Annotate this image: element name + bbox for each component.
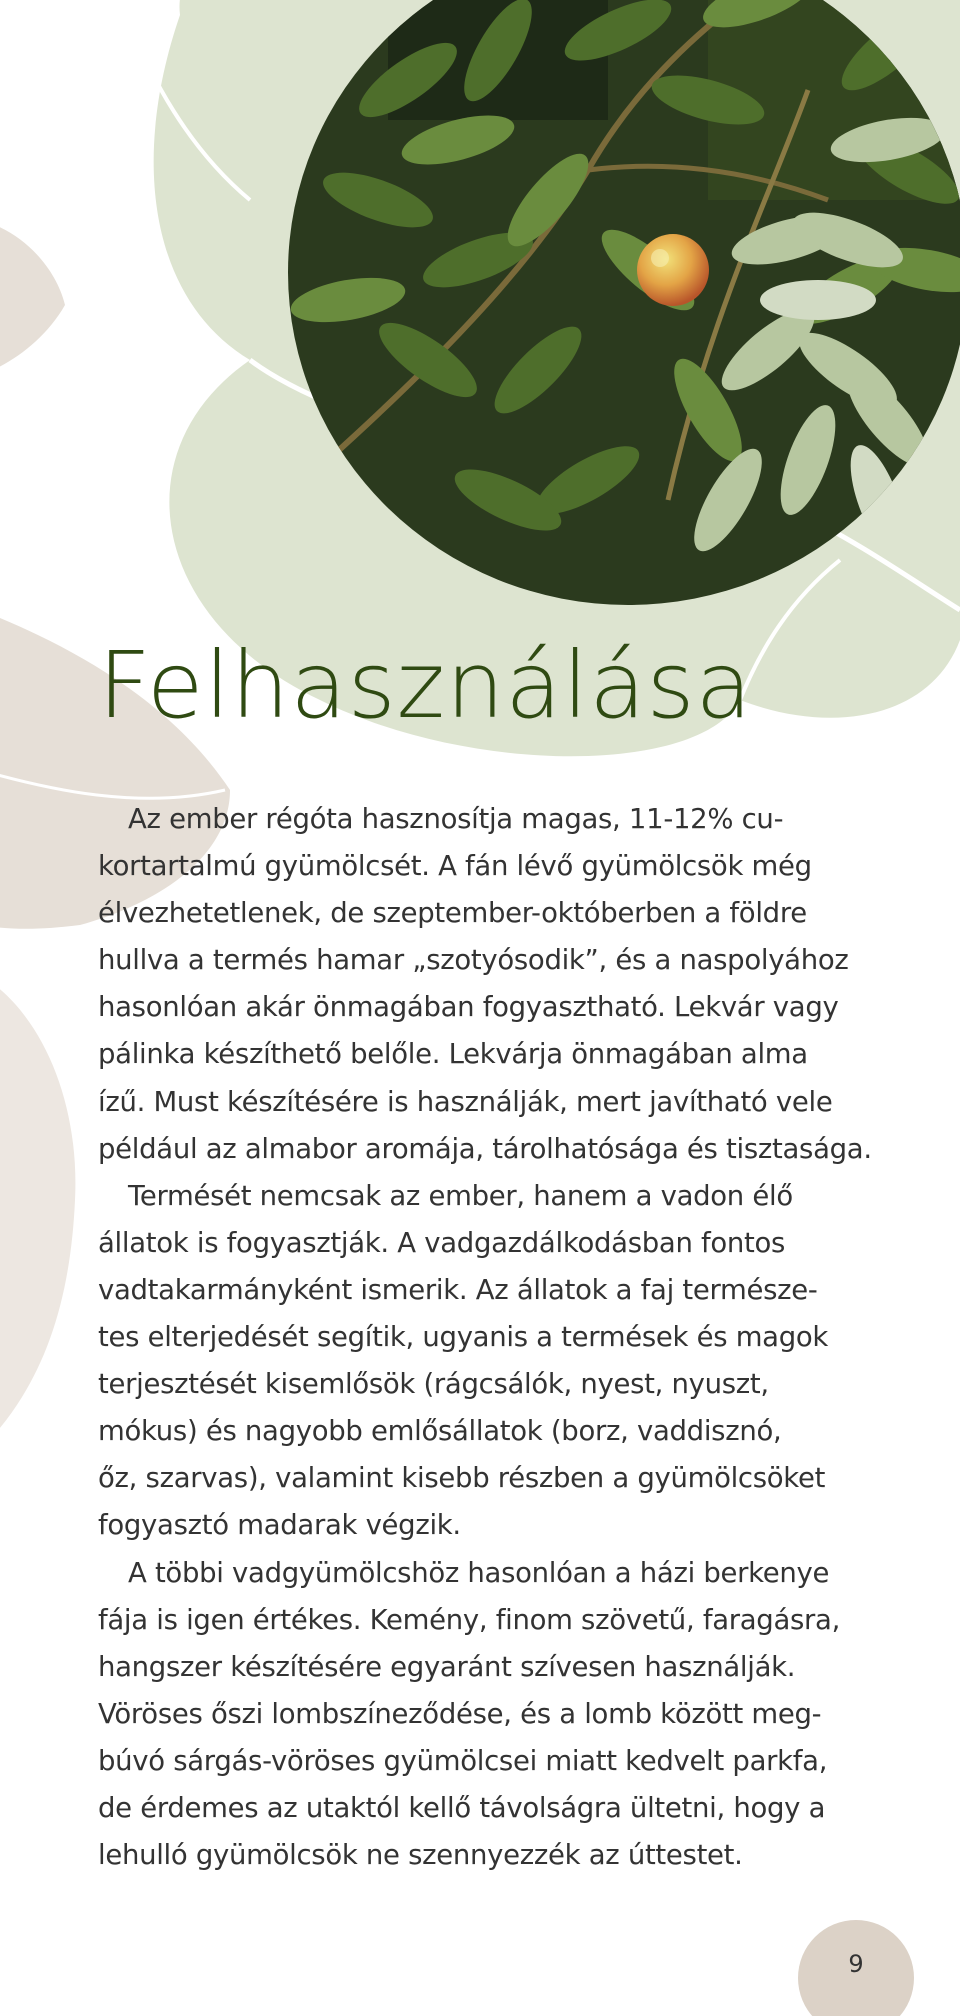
body-text [98, 796, 898, 1879]
text-line: fogyasztó madarak végzik. [98, 1509, 461, 1542]
paragraph-1 [98, 796, 898, 1173]
text-line: fája is igen értékes. Kemény, finom szövetű, faragásra, [98, 1603, 841, 1636]
text-line: Az ember régóta hasznosítja magas, 11-12% cu- [128, 803, 784, 835]
text-line: tes elterjedését segítik, ugyanis a termések és magok [98, 1321, 829, 1354]
text-line: Termését nemcsak az ember, hanem a vadon élő [128, 1179, 793, 1212]
text-line: mókus) és nagyobb emlősállatok (borz, vaddisznó, [98, 1415, 782, 1448]
text-line: lehulló gyümölcsök ne szennyezzék az úttestet. [98, 1839, 743, 1872]
text-line: Vöröses őszi lombszíneződése, és a lomb között meg- [98, 1697, 822, 1730]
text-line: állatok is fogyasztják. A vadgazdálkodásban fontos [98, 1226, 786, 1259]
text-line: például az almabor aromája, tárolhatósága és tisztasága. [98, 1132, 872, 1165]
text-line: hasonlóan akár önmagában fogyasztható. Lekvár vagy [98, 991, 839, 1024]
paragraph-2 [98, 1173, 898, 1550]
text-line: terjesztését kisemlősök (rágcsálók, nyest, nyuszt, [98, 1368, 769, 1401]
page-number: 9 [848, 1950, 864, 1978]
section-title: Felhasználása [98, 632, 753, 739]
text-line: pálinka készíthető belőle. Lekvárja önmagában alma [98, 1038, 808, 1071]
text-line: de érdemes az utaktól kellő távolságra ültetni, hogy a [98, 1791, 826, 1824]
text-line: hullva a termés hamar „szotyósodik”, és a naspolyához [98, 944, 849, 977]
text-line: hangszer készítésére egyaránt szívesen használják. [98, 1650, 796, 1683]
text-line: búvó sárgás-vöröses gyümölcsei miatt kedvelt parkfa, [98, 1744, 828, 1777]
text-line: élvezhetetlenek, de szeptember-októberben a földre [98, 897, 807, 930]
text-line: A többi vadgyümölcshöz hasonlóan a házi berkenye [128, 1556, 830, 1589]
paragraph-3 [98, 1550, 898, 1880]
text-line: ízű. Must készítésére is használják, mert javítható vele [98, 1085, 833, 1118]
beige-leaf-top [0, 220, 65, 375]
text-line: kortartalmú gyümölcsét. A fán lévő gyümölcsök még [98, 850, 812, 883]
text-line: őz, szarvas), valamint kisebb részben a gyümölcsöket [98, 1462, 826, 1495]
beige-leaf-bottom [0, 975, 75, 1450]
text-line: vadtakarmányként ismerik. Az állatok a faj természe- [98, 1273, 818, 1306]
